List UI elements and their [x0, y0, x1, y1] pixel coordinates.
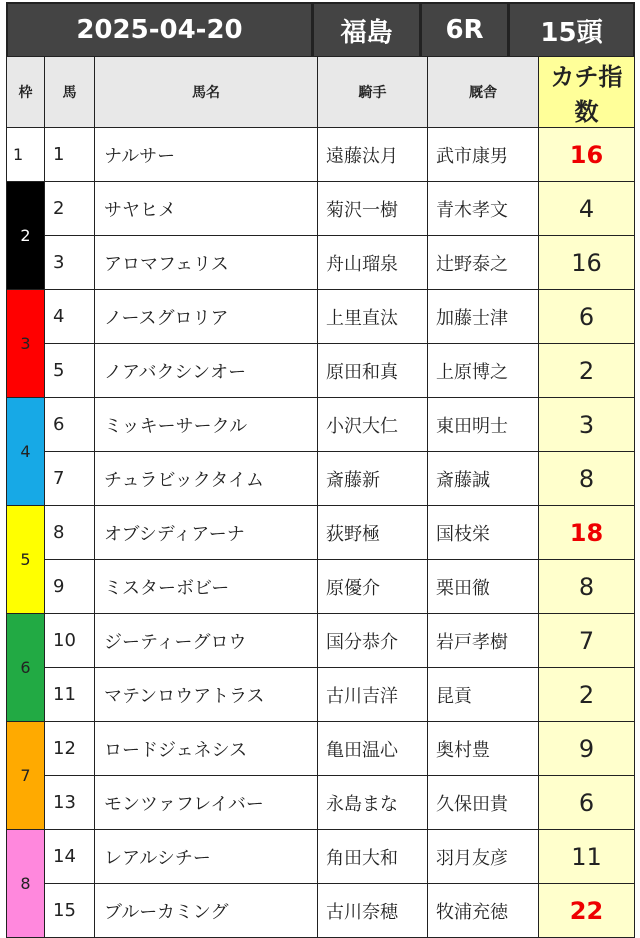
jockey-name: 古川奈穂 [318, 884, 428, 938]
horse-name: オブシディアーナ [95, 506, 318, 560]
trainer-name: 奥村豊 [428, 722, 539, 776]
trainer-name: 斎藤誠 [428, 452, 539, 506]
horse-name: サヤヒメ [95, 182, 318, 236]
race-header [6, 2, 635, 56]
table-row [7, 128, 635, 182]
jockey-name: 舟山瑠泉 [318, 236, 428, 290]
horse-name: チュラビックタイム [95, 452, 318, 506]
jockey-name: 荻野極 [318, 506, 428, 560]
waku-cell: 3 [7, 290, 45, 398]
horse-number: 7 [45, 452, 95, 506]
entries-table [6, 56, 635, 938]
jockey-name: 角田大和 [318, 830, 428, 884]
race-card [6, 2, 635, 938]
trainer-name: 羽月友彦 [428, 830, 539, 884]
kachi-score: 8 [539, 452, 635, 506]
horse-name: ブルーカミング [95, 884, 318, 938]
horse-number: 4 [45, 290, 95, 344]
horse-name: ノースグロリア [95, 290, 318, 344]
jockey-name: 古川吉洋 [318, 668, 428, 722]
horse-name: ノアバクシンオー [95, 344, 318, 398]
horse-name: ロードジェネシス [95, 722, 318, 776]
horse-name: モンツァフレイバー [95, 776, 318, 830]
kachi-score: 7 [539, 614, 635, 668]
trainer-name: 岩戸孝樹 [428, 614, 539, 668]
table-row [7, 560, 635, 614]
horse-number: 13 [45, 776, 95, 830]
waku-cell: 8 [7, 830, 45, 938]
jockey-name: 斎藤新 [318, 452, 428, 506]
race-date: 2025-04-20 [8, 4, 311, 56]
horse-number: 12 [45, 722, 95, 776]
waku-cell: 7 [7, 722, 45, 830]
trainer-name: 国枝栄 [428, 506, 539, 560]
horse-number: 11 [45, 668, 95, 722]
table-row [7, 290, 635, 344]
horse-number: 6 [45, 398, 95, 452]
jockey-name: 遠藤汰月 [318, 128, 428, 182]
jockey-name: 原田和真 [318, 344, 428, 398]
horse-number: 5 [45, 344, 95, 398]
table-row [7, 722, 635, 776]
trainer-name: 久保田貴 [428, 776, 539, 830]
waku-cell: 2 [7, 182, 45, 290]
col-header-name: 馬名 [95, 57, 318, 128]
horse-name: マテンロウアトラス [95, 668, 318, 722]
table-row [7, 506, 635, 560]
kachi-score: 3 [539, 398, 635, 452]
horse-name: ナルサー [95, 128, 318, 182]
trainer-name: 牧浦充徳 [428, 884, 539, 938]
horse-name: ミスターボビー [95, 560, 318, 614]
trainer-name: 辻野泰之 [428, 236, 539, 290]
kachi-score: 16 [539, 236, 635, 290]
waku-cell: 5 [7, 506, 45, 614]
race-number: 6R [419, 4, 507, 56]
horse-number: 14 [45, 830, 95, 884]
col-header-num: 馬 [45, 57, 95, 128]
table-row [7, 344, 635, 398]
table-row [7, 398, 635, 452]
horse-name: レアルシチー [95, 830, 318, 884]
jockey-name: 永島まな [318, 776, 428, 830]
kachi-score: 2 [539, 344, 635, 398]
table-row [7, 452, 635, 506]
table-body [7, 128, 635, 938]
horse-number: 8 [45, 506, 95, 560]
jockey-name: 小沢大仁 [318, 398, 428, 452]
horse-name: アロマフェリス [95, 236, 318, 290]
table-row [7, 614, 635, 668]
col-header-trainer: 厩舎 [428, 57, 539, 128]
race-venue: 福島 [311, 4, 419, 56]
jockey-name: 菊沢一樹 [318, 182, 428, 236]
kachi-score: 11 [539, 830, 635, 884]
kachi-score: 18 [539, 506, 635, 560]
horse-name: ジーティーグロウ [95, 614, 318, 668]
jockey-name: 亀田温心 [318, 722, 428, 776]
table-row [7, 668, 635, 722]
horse-number: 15 [45, 884, 95, 938]
horse-number: 10 [45, 614, 95, 668]
trainer-name: 東田明士 [428, 398, 539, 452]
horse-number: 9 [45, 560, 95, 614]
trainer-name: 昆貢 [428, 668, 539, 722]
trainer-name: 加藤士津 [428, 290, 539, 344]
trainer-name: 青木孝文 [428, 182, 539, 236]
kachi-score: 8 [539, 560, 635, 614]
kachi-score: 6 [539, 290, 635, 344]
table-row [7, 182, 635, 236]
kachi-score: 22 [539, 884, 635, 938]
horse-number: 3 [45, 236, 95, 290]
waku-cell: 4 [7, 398, 45, 506]
jockey-name: 国分恭介 [318, 614, 428, 668]
trainer-name: 栗田徹 [428, 560, 539, 614]
table-row [7, 830, 635, 884]
waku-cell: 1 [7, 128, 45, 182]
horse-number: 2 [45, 182, 95, 236]
jockey-name: 原優介 [318, 560, 428, 614]
kachi-score: 9 [539, 722, 635, 776]
table-row [7, 776, 635, 830]
trainer-name: 上原博之 [428, 344, 539, 398]
runner-count: 15頭 [507, 4, 633, 56]
kachi-score: 16 [539, 128, 635, 182]
kachi-score: 6 [539, 776, 635, 830]
horse-number: 1 [45, 128, 95, 182]
jockey-name: 上里直汰 [318, 290, 428, 344]
trainer-name: 武市康男 [428, 128, 539, 182]
table-row [7, 236, 635, 290]
kachi-score: 4 [539, 182, 635, 236]
waku-cell: 6 [7, 614, 45, 722]
col-header-score: カチ指数 [539, 57, 635, 128]
table-row [7, 884, 635, 938]
col-header-jockey: 騎手 [318, 57, 428, 128]
kachi-score: 2 [539, 668, 635, 722]
table-header-row [7, 57, 635, 128]
horse-name: ミッキーサークル [95, 398, 318, 452]
col-header-waku: 枠 [7, 57, 45, 128]
